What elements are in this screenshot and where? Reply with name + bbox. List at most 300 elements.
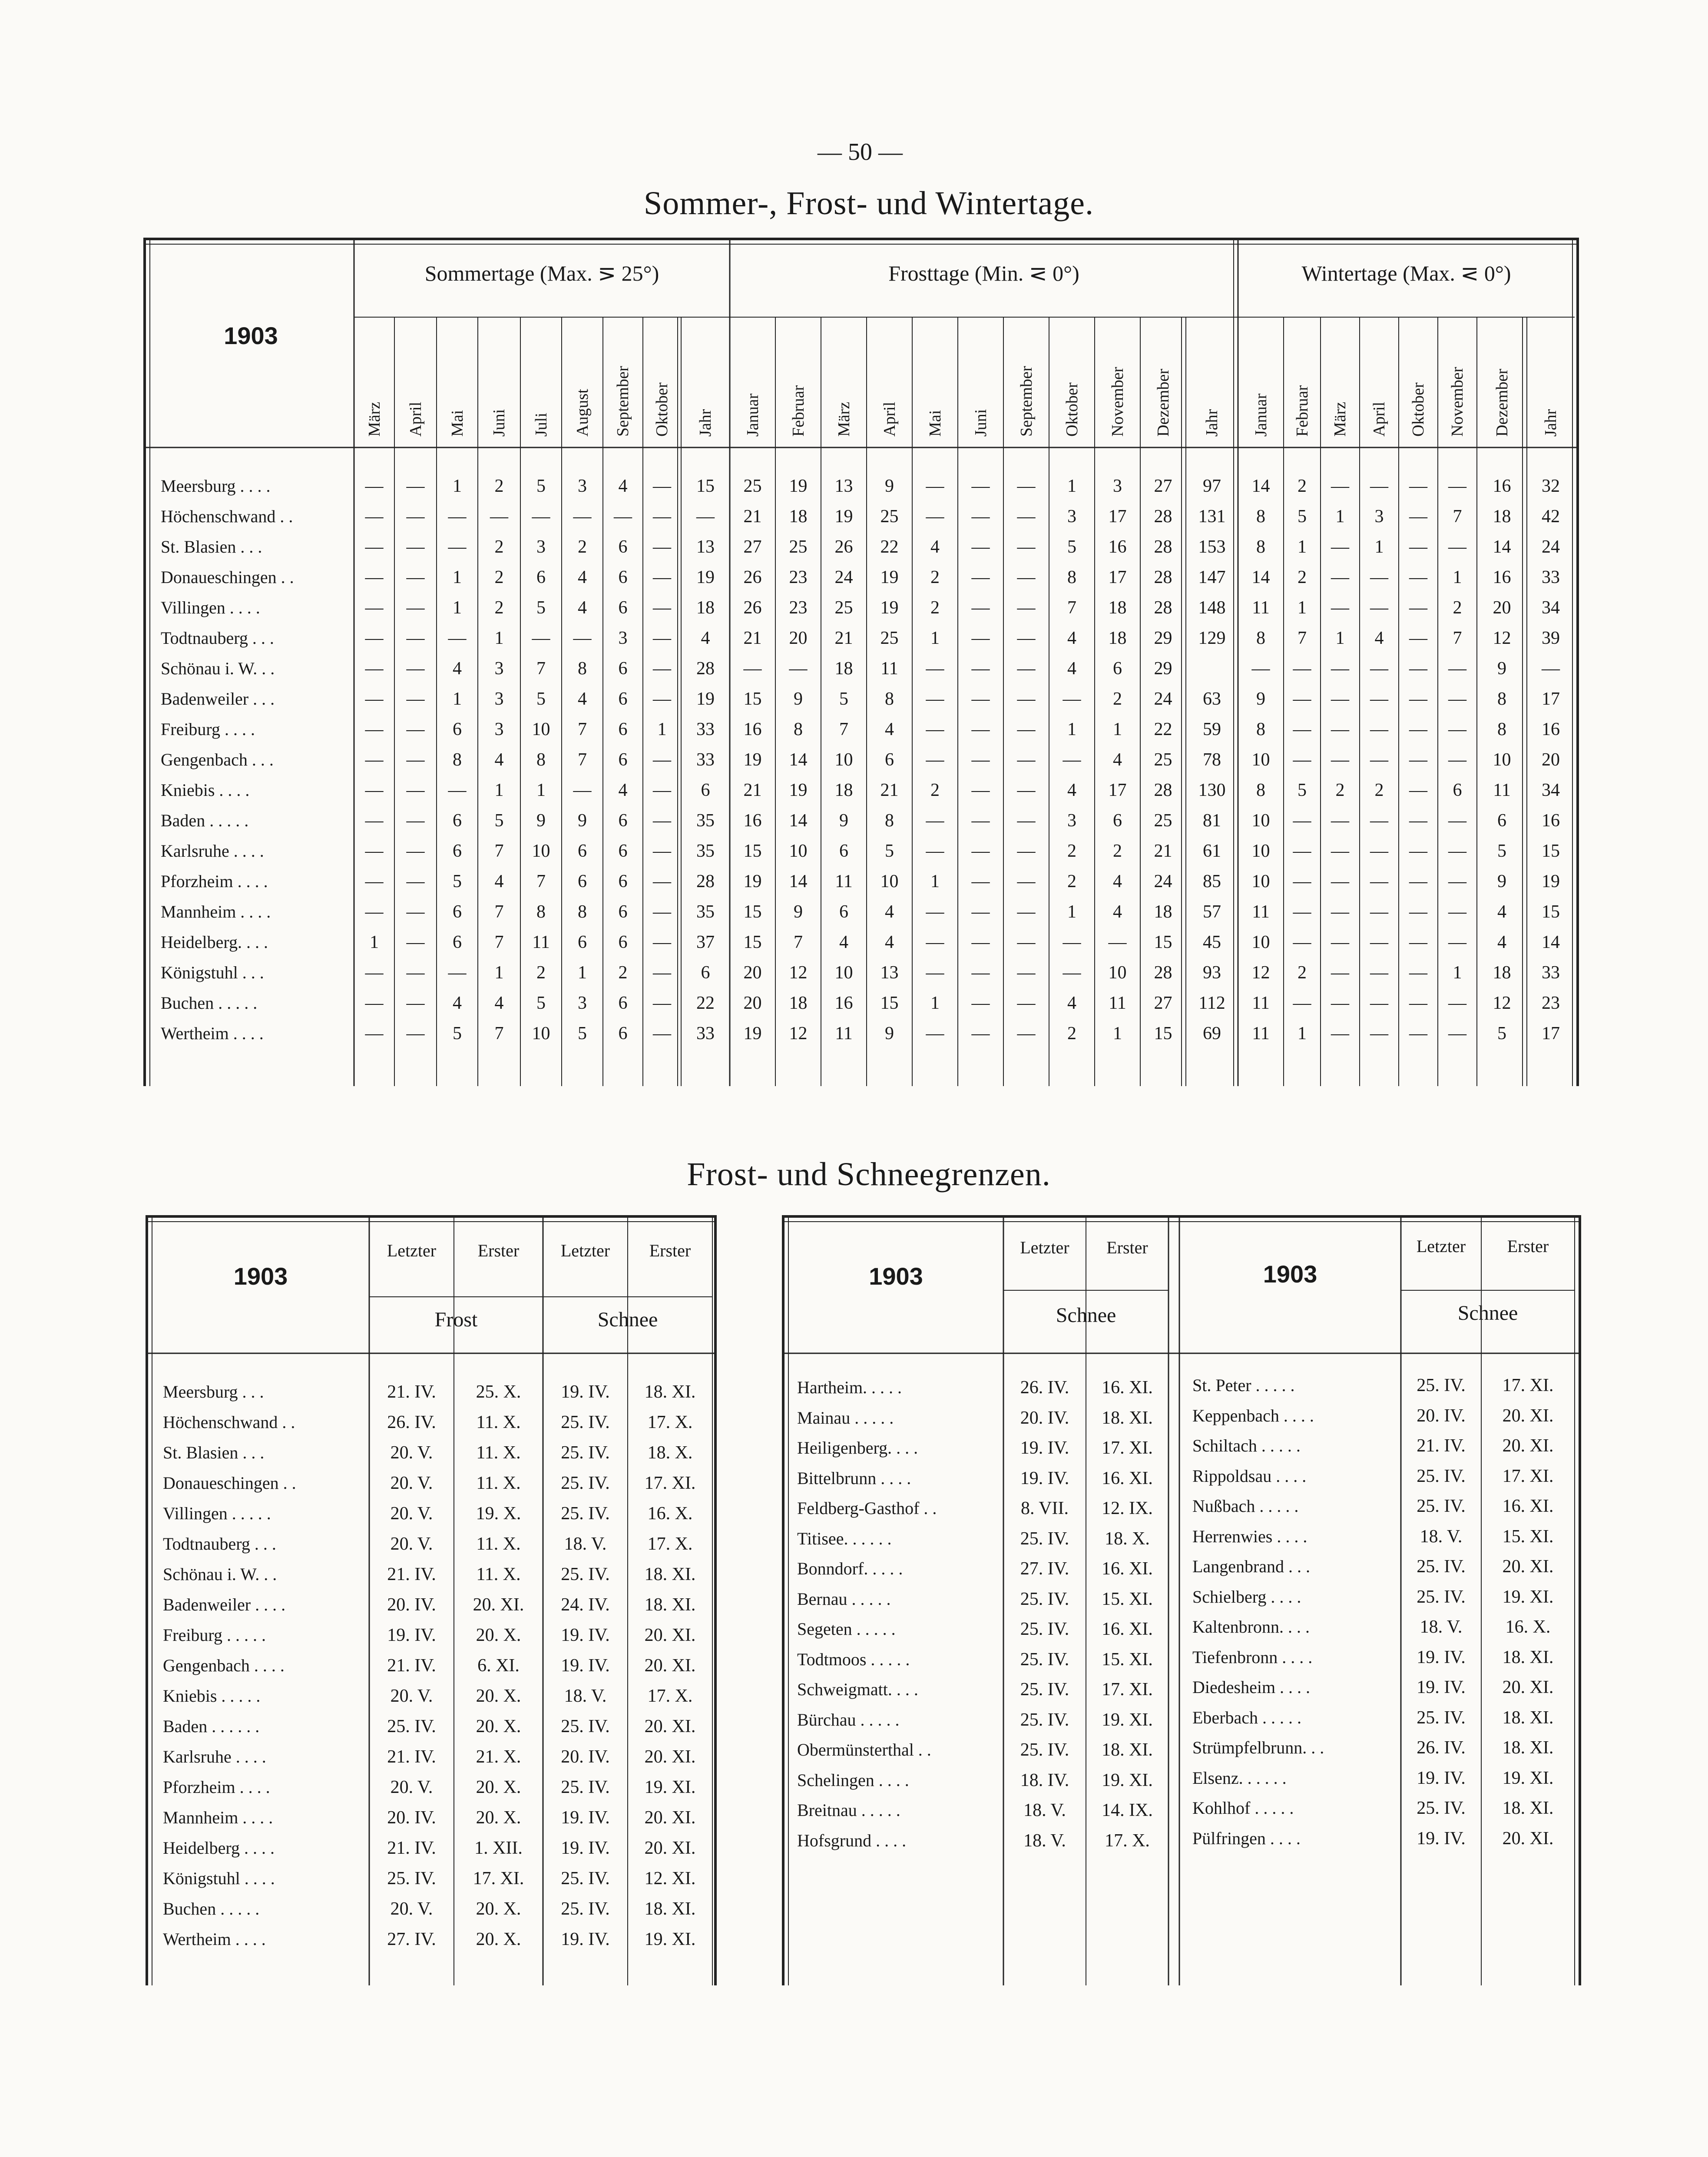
table-cell: 6 [1453, 780, 1462, 800]
station-name: Freiburg . . . . . [163, 1625, 266, 1645]
table-cell: 11 [532, 932, 550, 952]
station-name: Schiltach . . . . . [1192, 1436, 1301, 1455]
month-header: Januar [743, 393, 762, 437]
table-cell: 21 [743, 507, 762, 527]
table-cell: — [926, 1024, 944, 1044]
col-erster: Erster [477, 1241, 520, 1260]
table-cell: — [971, 932, 990, 952]
col-erster: Erster [1507, 1236, 1549, 1256]
table-cell: 19. IV. [1020, 1468, 1069, 1488]
table-cell: 20. XI. [644, 1656, 696, 1676]
table-cell: — [653, 689, 671, 709]
table-cell: 18 [834, 780, 853, 800]
table-cell: 2 [1374, 780, 1384, 800]
table-cell: 6 [578, 871, 587, 891]
table-cell: 3 [494, 689, 504, 709]
table-cell: 10 [1251, 871, 1270, 891]
table-cell: 147 [1198, 567, 1226, 587]
table-cell: 4 [453, 659, 462, 679]
table-cell: — [971, 841, 990, 861]
table-cell: 19. XI. [644, 1777, 696, 1797]
table-cell: 28 [1154, 780, 1172, 800]
table-cell: — [653, 598, 671, 618]
table-cell: 17. X. [647, 1412, 693, 1432]
table-cell: 1 [1067, 476, 1076, 496]
table-cell: 28 [1154, 963, 1172, 983]
table-cell: 1 [1067, 719, 1076, 739]
table-cell: 3 [1067, 811, 1076, 831]
table-cell: — [1017, 628, 1036, 648]
station-name: Todtmoos . . . . . [797, 1649, 910, 1669]
table-cell: — [1017, 963, 1036, 983]
table-cell: — [448, 537, 467, 557]
table-cell: — [1370, 932, 1388, 952]
table-cell: 4 [494, 993, 504, 1013]
table-cell: 6 [453, 841, 462, 861]
table-cell: 25. IV. [1020, 1619, 1069, 1639]
table-cell: 20. X. [476, 1899, 521, 1919]
table-cell: — [1409, 628, 1427, 648]
table-cell: 23 [789, 567, 808, 587]
table-cell: 25. IV. [1020, 1740, 1069, 1760]
table-cell: 112 [1198, 993, 1225, 1013]
table-cell: — [1331, 841, 1349, 861]
table-cell: — [971, 537, 990, 557]
month-header: Juni [971, 409, 990, 437]
table-cell: 4 [1067, 780, 1076, 800]
table-cell: 7 [578, 719, 587, 739]
table-cell: 18 [1108, 598, 1127, 618]
table-cell: — [573, 780, 592, 800]
table-cell: — [971, 659, 990, 679]
page-number: — 50 — [818, 139, 903, 166]
col-letzter: Letzter [1416, 1236, 1466, 1256]
table-cell: 20. XI. [473, 1595, 524, 1615]
station-name: Diedesheim . . . . [1192, 1677, 1311, 1697]
table-cell: 20 [743, 963, 762, 983]
table-cell: 20. V. [390, 1443, 433, 1463]
table-cell: 15 [743, 689, 762, 709]
station-name: Badenweiler . . . [161, 689, 275, 709]
table-cell: 6 [453, 719, 462, 739]
table-cell: 20. V. [390, 1534, 433, 1554]
table-cell: 16. XI. [1102, 1559, 1153, 1579]
table-cell: — [406, 871, 425, 891]
table-cell: — [1331, 750, 1349, 770]
group-header: Sommertage (Max. ⋝ 25°) [424, 261, 659, 285]
table-cell: 6 [839, 902, 848, 922]
table-cell: 11 [1252, 1024, 1270, 1044]
table-cell: 17. X. [647, 1534, 693, 1554]
station-name: Wertheim . . . . [161, 1024, 264, 1043]
table-cell: 18 [834, 659, 853, 679]
table-cell: — [365, 871, 384, 891]
table-cell: 42 [1542, 507, 1560, 527]
table-cell: — [1017, 750, 1036, 770]
table-cell: 20. XI. [644, 1838, 696, 1858]
table-cell: 15. XI. [1502, 1526, 1554, 1547]
station-name: Hofsgrund . . . . [797, 1830, 907, 1850]
station-name: Rippoldsau . . . . [1192, 1466, 1307, 1486]
table-cell: 20. V. [390, 1504, 433, 1524]
table-cell: — [406, 507, 425, 527]
table-cell: 6 [578, 841, 587, 861]
table-cell: — [406, 932, 425, 952]
table-cell: 1 [453, 567, 462, 587]
table-cell: 25. IV. [561, 1716, 610, 1736]
table-cell: — [1331, 689, 1349, 709]
table-cell: 93 [1203, 963, 1221, 983]
table-cell: — [1409, 902, 1427, 922]
table-cell: 129 [1198, 628, 1226, 648]
table-cell: 3 [578, 993, 587, 1013]
table-cell: 16 [1542, 719, 1560, 739]
table-cell: 20. X. [476, 1929, 521, 1949]
table-cell: — [365, 963, 384, 983]
table-cell: 6 [1113, 811, 1122, 831]
table-cell: 35 [696, 841, 715, 861]
table-cell: 4 [1497, 932, 1506, 952]
table-cell: 18. V. [564, 1686, 607, 1706]
table-cell: 8 [1256, 780, 1265, 800]
table-cell: — [971, 476, 990, 496]
month-header: Juli [532, 413, 550, 437]
table-cell: 1 [1335, 507, 1345, 527]
table-cell: 20. XI. [1502, 1436, 1554, 1456]
table-cell: 21 [1154, 841, 1172, 861]
table-cell: 25. IV. [1417, 1798, 1466, 1818]
station-name: Strümpfelbrunn. . . [1192, 1738, 1324, 1757]
table-cell: 20. IV. [561, 1747, 610, 1767]
table-cell: 2 [1113, 689, 1122, 709]
station-name: Villingen . . . . [161, 598, 260, 617]
station-name: Schönau i. W. . . [161, 659, 275, 678]
table-cell: 8 [794, 719, 803, 739]
table-cell: — [1108, 932, 1127, 952]
table-cell: — [1409, 719, 1427, 739]
station-name: Villingen . . . . . [163, 1504, 271, 1523]
table-cell: 33 [696, 750, 715, 770]
station-name: Eberbach . . . . . [1192, 1707, 1302, 1727]
table-cell: 3 [1067, 507, 1076, 527]
table-cell: 2 [930, 598, 940, 618]
table-cell: 2 [1453, 598, 1462, 618]
table-cell: — [653, 567, 671, 587]
table-cell: 17. X. [1105, 1830, 1150, 1851]
year-label: 1903 [224, 322, 278, 349]
table-cell: 3 [494, 659, 504, 679]
table-cell: — [406, 567, 425, 587]
table-cell: 18. XI. [1502, 1738, 1554, 1758]
table-cell: 8 [578, 902, 587, 922]
table-cell: — [1017, 476, 1036, 496]
station-name: Buchen . . . . . [163, 1899, 260, 1918]
table-cell: — [1409, 963, 1427, 983]
table-cell: 5 [1298, 507, 1307, 527]
table-cell: — [1331, 932, 1349, 952]
table-cell: 25. IV. [561, 1899, 610, 1919]
table-cell: 25. IV. [1020, 1528, 1069, 1549]
table-cell: 8 [1256, 628, 1265, 648]
table-cell: — [1331, 963, 1349, 983]
table-cell: 15 [743, 902, 762, 922]
table-cell: — [1331, 871, 1349, 891]
table-cell: 22 [696, 993, 715, 1013]
table-cell: 13 [834, 476, 853, 496]
table-cell: 19 [880, 598, 899, 618]
station-name: St. Blasien . . . [161, 537, 262, 557]
table-cell: — [1409, 811, 1427, 831]
table-cell: — [365, 598, 384, 618]
table-cell: 21 [743, 628, 762, 648]
table-cell: 4 [578, 689, 587, 709]
table-cell: — [653, 628, 671, 648]
table-cell: 15. XI. [1102, 1589, 1153, 1609]
table-cell: — [1331, 902, 1349, 922]
table-cell: 19. XI. [1102, 1710, 1153, 1730]
table-cell: 25. IV. [1020, 1589, 1069, 1609]
table-cell: 14 [789, 871, 808, 891]
table-cell: — [448, 780, 467, 800]
table-cell: — [926, 963, 944, 983]
table-cell: — [1293, 750, 1311, 770]
table-cell: — [490, 507, 508, 527]
table-cell: 21. IV. [1417, 1436, 1466, 1456]
table-cell: 20 [743, 993, 762, 1013]
table-cell: 25 [880, 507, 899, 527]
table-cell: 4 [1067, 628, 1076, 648]
table-cell: 34 [1542, 598, 1560, 618]
month-header: Dezember [1154, 368, 1172, 437]
table-cell: 11 [1252, 598, 1270, 618]
table-cell: 10 [532, 1024, 550, 1044]
table-cell: 2 [930, 567, 940, 587]
table-cell: — [1448, 689, 1466, 709]
table-cell: 7 [839, 719, 848, 739]
table-cell: 24. IV. [561, 1595, 610, 1615]
table-cell: 27 [1154, 993, 1172, 1013]
table-cell: — [1331, 811, 1349, 831]
table-cell: 25 [834, 598, 853, 618]
table-cell: 17. XI. [1502, 1375, 1554, 1395]
table-cell: 19. XI. [1102, 1770, 1153, 1790]
table-cell: — [365, 507, 384, 527]
table-cell: 15 [696, 476, 715, 496]
table-cell: 19. IV. [561, 1929, 610, 1949]
table-cell: 5 [1298, 780, 1307, 800]
table-cell: — [653, 507, 671, 527]
table-cell: 26. IV. [387, 1412, 436, 1432]
table-cell: 18. XI. [1502, 1707, 1554, 1728]
table-cell: — [1409, 932, 1427, 952]
station-name: Meersburg . . . . [161, 476, 271, 496]
table-cell: 19. IV. [561, 1625, 610, 1645]
station-name: Obermünsterthal . . [797, 1740, 931, 1759]
table-cell: 1 [494, 963, 504, 983]
table-cell: 21. IV. [387, 1382, 436, 1402]
table-cell: — [1017, 871, 1036, 891]
schnee-header: Schnee [1056, 1304, 1116, 1327]
table-cell: 33 [1542, 963, 1560, 983]
station-name: Schielberg . . . . [1192, 1587, 1301, 1607]
table-cell: 18. XI. [644, 1564, 696, 1584]
table-cell: — [406, 598, 425, 618]
table-cell: — [1293, 871, 1311, 891]
table-cell: — [448, 628, 467, 648]
table-cell: 17. XI. [644, 1473, 696, 1493]
col-letzter: Letzter [560, 1241, 610, 1260]
table-cell: 16. XI. [1102, 1378, 1153, 1398]
table-cell: — [1370, 750, 1388, 770]
table-cell: 26 [834, 537, 853, 557]
table-cell: 25. IV. [1417, 1587, 1466, 1607]
table-cell: — [653, 963, 671, 983]
table-cell: 1 [1298, 537, 1307, 557]
table-cell: 19. XI. [644, 1929, 696, 1949]
year-label: 1903 [233, 1262, 288, 1290]
table-cell: — [1293, 932, 1311, 952]
station-name: Donaueschingen . . [161, 567, 294, 587]
table-cell: 69 [1203, 1024, 1221, 1044]
table-cell: 10 [532, 719, 550, 739]
table-cell: 25. IV. [561, 1473, 610, 1493]
table-cell: — [1370, 659, 1388, 679]
table-cell: 7 [1067, 598, 1076, 618]
table-cell: 18. V. [1420, 1526, 1463, 1547]
table-cell: — [1331, 719, 1349, 739]
table-cell: 25. IV. [1417, 1496, 1466, 1516]
table-cell: 19. IV. [387, 1625, 436, 1645]
table-cell: — [1293, 902, 1311, 922]
table-cell: 25 [1154, 811, 1172, 831]
table-cell: — [1448, 993, 1466, 1013]
month-header: April [880, 401, 899, 437]
table-cell: — [1017, 993, 1036, 1013]
table-cell: 28 [1154, 567, 1172, 587]
table-cell: 6 [578, 932, 587, 952]
table-cell: 21. IV. [387, 1564, 436, 1584]
table-cell: 11 [1109, 993, 1126, 1013]
table-cell: 18 [696, 598, 715, 618]
table-cell: — [1017, 598, 1036, 618]
table-cell: — [1063, 963, 1081, 983]
table-cell: 11. X. [476, 1564, 521, 1584]
table-cell: 10 [1493, 750, 1511, 770]
table-cell: 1 [930, 628, 940, 648]
table-cell: 8 [578, 659, 587, 679]
table-cell: — [926, 932, 944, 952]
table-cell: 17. XI. [1102, 1680, 1153, 1700]
table-cell: — [1063, 932, 1081, 952]
table-cell: 10 [1251, 811, 1270, 831]
table-cell: — [1063, 750, 1081, 770]
table-cell: 18. XI. [1102, 1408, 1153, 1428]
table-cell: 5 [839, 689, 848, 709]
table-cell: 20 [789, 628, 808, 648]
table-cell: 7 [494, 932, 504, 952]
station-name: Badenweiler . . . . [163, 1595, 286, 1614]
table-cell: 20. IV. [387, 1595, 436, 1615]
table-cell: 25. IV. [561, 1777, 610, 1797]
month-header: Februar [1293, 385, 1311, 437]
table-cell: 2 [494, 598, 504, 618]
table-cell: 7 [1453, 628, 1462, 648]
table-cell: 9 [794, 689, 803, 709]
table-cell: 33 [1542, 567, 1560, 587]
table-cell: 6 [618, 537, 628, 557]
table-cell: 5 [536, 689, 546, 709]
table-cell: 16. XI. [1102, 1619, 1153, 1639]
table-cell: 2 [618, 963, 628, 983]
table-cell: — [1448, 659, 1466, 679]
month-header: Jahr [1203, 409, 1221, 437]
table-cell: — [1331, 537, 1349, 557]
table-cell: — [926, 507, 944, 527]
table-cell: 11. X. [476, 1412, 521, 1432]
table-cell: 11. X. [476, 1443, 521, 1463]
table-cell: 25. IV. [561, 1412, 610, 1432]
table-cell: 6 [453, 932, 462, 952]
table-cell: 11. X. [476, 1473, 521, 1493]
table-cell: — [971, 719, 990, 739]
table-cell: 19 [1542, 871, 1560, 891]
table-cell: 27. IV. [387, 1929, 436, 1949]
table-cell: 14 [1251, 476, 1270, 496]
table-cell: 11 [880, 659, 898, 679]
table-cell: — [1331, 659, 1349, 679]
table-cell: 33 [696, 719, 715, 739]
table-cell: 6 [618, 567, 628, 587]
table-cell: 16 [743, 719, 762, 739]
station-name: Kohlhof . . . . . [1192, 1798, 1294, 1818]
table-cell: 6 [1497, 811, 1506, 831]
col-erster: Erster [1106, 1238, 1148, 1257]
station-name: Karlsruhe . . . . [161, 841, 264, 861]
table-cell: 6 [618, 659, 628, 679]
table-cell: 9 [1256, 689, 1265, 709]
station-name: Wertheim . . . . [163, 1929, 266, 1949]
table-cell: 19. IV. [1417, 1677, 1466, 1697]
table-cell: 5 [536, 993, 546, 1013]
month-header: September [1017, 366, 1036, 437]
table-cell: — [365, 993, 384, 1013]
table-cell: — [1409, 1024, 1427, 1044]
table-cell: — [1448, 841, 1466, 861]
station-name: Titisee. . . . . . [797, 1528, 892, 1548]
table-cell: — [365, 628, 384, 648]
table-cell: — [1448, 932, 1466, 952]
table-cell: 28 [696, 871, 715, 891]
station-name: Gengenbach . . . [161, 750, 274, 769]
table-cell: 6 [618, 1024, 628, 1044]
table-cell: — [971, 689, 990, 709]
frost-header: Frost [434, 1308, 478, 1331]
table-cell: 1 [1113, 1024, 1122, 1044]
table-cell: — [365, 689, 384, 709]
table-cell: 5 [453, 871, 462, 891]
table-cell: 34 [1542, 780, 1560, 800]
table-cell: 17. XI. [1102, 1438, 1153, 1458]
table-cell: — [653, 993, 671, 1013]
table-cell: 27 [1154, 476, 1172, 496]
table-cell: — [1448, 719, 1466, 739]
table-cell: 16 [1108, 537, 1127, 557]
table-cell: 1 [1335, 628, 1345, 648]
table-cell: 25. X. [476, 1382, 521, 1402]
table-cell: 20 [1542, 750, 1560, 770]
table-cell: 15 [1154, 932, 1172, 952]
table-cell: 4 [1497, 902, 1506, 922]
